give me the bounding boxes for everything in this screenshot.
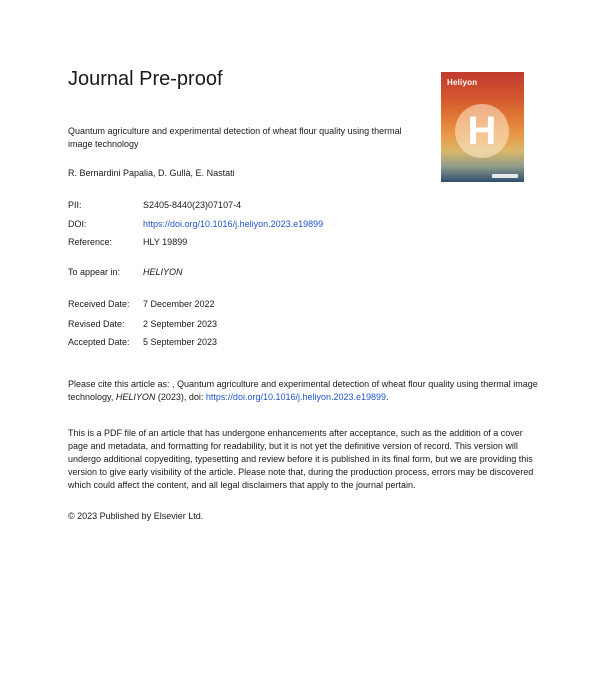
meta-row-reference <box>68 237 528 249</box>
received-label: Received Date: <box>68 299 130 309</box>
received-value: 7 December 2022 <box>143 299 215 309</box>
cover-brand: Heliyon <box>447 78 478 87</box>
article-authors: R. Bernardini Papalia, D. Gullà, E. Nastati <box>68 168 235 178</box>
citation-doi-link[interactable]: https://doi.org/10.1016/j.heliyon.2023.e19899 <box>205 392 387 402</box>
meta-row-accepted <box>68 337 528 349</box>
citation-suffix: . <box>386 392 389 402</box>
accepted-value: 5 September 2023 <box>143 337 218 347</box>
citation-prefix: Please cite this article as: , Quantum agriculture and experimental detection of wheat flour quality using thermal image technology, <box>68 379 538 402</box>
publisher-logo-icon <box>492 174 518 178</box>
doi-label: DOI: <box>68 219 87 229</box>
appear-label: To appear in: <box>68 267 121 277</box>
accepted-label: Accepted Date: <box>68 337 130 347</box>
pre-proof-notice: This is a PDF file of an article that has undergone enhancements after acceptance, such as the addition of a cover page and metadata, and formatting for readability, but it is not yet the definitive version of record. This version will undergo additional copyediting, typesetting and review before it is published in its final form, but we are providing this version to give early visibility of the article. Please note that, during the production process, errors may be discovered which could affect the content, and all legal disclaimers that apply to the journal pertain. <box>68 428 534 490</box>
meta-row-appear <box>68 267 528 279</box>
citation-journal: HELIYON <box>115 392 156 402</box>
meta-row-doi <box>68 219 528 231</box>
citation-middle: (2023), doi: <box>155 392 206 402</box>
page-title: Journal Pre-proof <box>68 68 223 90</box>
pii-value: S2405-8440(23)07107-4 <box>143 200 242 210</box>
copyright-text: © 2023 Published by Elsevier Ltd. <box>68 511 204 521</box>
reference-label: Reference: <box>68 237 113 247</box>
citation-paragraph <box>68 378 538 404</box>
article-title: Quantum agriculture and experimental detection of wheat flour quality using thermal image technology <box>68 126 402 149</box>
appear-value: HELIYON <box>143 267 183 277</box>
journal-cover-image <box>441 72 524 182</box>
doi-link[interactable]: https://doi.org/10.1016/j.heliyon.2023.e19899 <box>143 219 324 229</box>
reference-value: HLY 19899 <box>143 237 188 247</box>
pii-label: PII: <box>68 200 82 210</box>
meta-row-revised <box>68 319 528 331</box>
meta-row-pii <box>68 200 528 212</box>
revised-value: 2 September 2023 <box>143 319 218 329</box>
cover-logo-letter: H <box>467 109 497 153</box>
revised-label: Revised Date: <box>68 319 125 329</box>
meta-row-received <box>68 299 528 311</box>
